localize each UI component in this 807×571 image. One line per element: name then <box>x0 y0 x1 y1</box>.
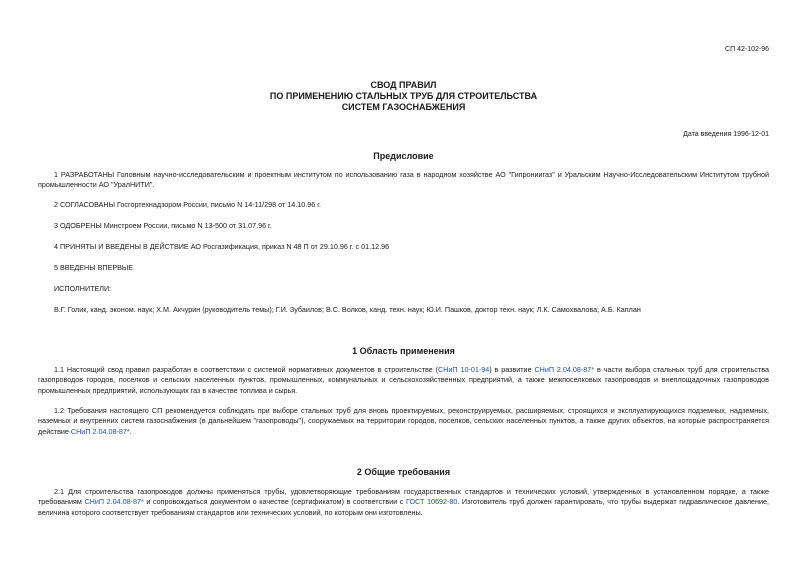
text-fragment: . <box>129 426 132 436</box>
preface-paragraph-2: 2 СОГЛАСОВАНЫ Госгортехнадзором России, письмо N 14-11/298 от 14.10.96 г. <box>54 200 321 209</box>
snip-2-04-08-87-link[interactable]: СНиП 2.04.08-87* <box>534 365 595 374</box>
section-2-paragraph-1 <box>38 487 769 518</box>
section-1-paragraph-2 <box>38 406 769 437</box>
text-fragment: в части выбора стальных труб для строительства газопроводов городов, поселков и сельских населенных пунктов, промышленных, коммунальных и сельскохозяйственных предприятий, а также межпоселковых газопроводов и внеплощадочных газопроводов промышленных предприятий, использующих газ в качестве топлива и сырья. <box>38 365 769 395</box>
text-fragment: ) в развитие <box>489 365 535 374</box>
text-fragment: 2.1 Для строительства газопроводов должны применяться трубы, удовлетворяющие требованиям государственных стандартов и технических условий, утвержденных в установленном порядке, а также требованиям <box>38 487 769 507</box>
text-fragment: 1.1 Настоящий свод правил разработан в соответствии с системой нормативных документов в строительстве ( <box>54 365 439 374</box>
preface-paragraph-1: 1 РАЗРАБОТАНЫ Головным научно-исследовательским и проектным институтом по использованию газа в народном хозяйстве АО "Гипрониигаз" и Уральским Научно-Исследовательским Институтом трубной промышленности АО "УралНИТИ". <box>38 170 769 190</box>
title-line-1: СВОД ПРАВИЛ <box>370 80 437 90</box>
document-code: СП 42-102-96 <box>725 46 769 53</box>
gost-10692-80-link[interactable]: ГОСТ 10692-80 <box>405 497 458 507</box>
document-title <box>0 80 807 112</box>
snip-10-01-94-link[interactable]: СНиП 10-01-94 <box>438 365 490 374</box>
title-line-2: ПО ПРИМЕНЕНИЮ СТАЛЬНЫХ ТРУБ ДЛЯ СТРОИТЕЛЬСТВА <box>269 90 538 101</box>
section-1-heading: 1 Область применения <box>352 346 455 356</box>
text-fragment: 1.2 Требования настоящего СП рекомендуется соблюдать при выборе стальных труб для вновь проектируемых, реконструируемых, расширяемых, строящихся и эксплуатирующихся подземных, надземных, наземных и внутренних систем газоснабжения (в дальнейшем "газопроводы"), сооружаемых на территории городов, поселков, сельских населенных пунктов, а также других объектов, на которые распространяется действие <box>38 406 769 436</box>
preface-paragraph-3: 3 ОДОБРЕНЫ Минстроем России, письмо N 13-500 от 31.07.96 г. <box>54 221 272 230</box>
text-fragment: . Изготовитель труб должен гарантировать, что трубы выдержат гидравлическое давление, величина которого соответствует требованиям стандартов или технических условий, по которым они изготовлены. <box>38 497 770 517</box>
preface-paragraph-5: 5 ВВЕДЕНЫ ВПЕРВЫЕ <box>54 263 134 272</box>
snip-2-04-08-87-link[interactable]: СНиП 2.04.08-87* <box>84 497 144 507</box>
snip-2-04-08-87-link[interactable]: СНиП 2.04.08-87* <box>70 426 130 436</box>
title-line-3: СИСТЕМ ГАЗОСНАБЖЕНИЯ <box>341 101 466 112</box>
section-1-paragraph-1 <box>38 365 769 396</box>
preface-paragraph-4: 4 ПРИНЯТЫ И ВВЕДЕНЫ В ДЕЙСТВИЕ АО Росгазификация, приказ N 48 П от 29.10.96 г. с 01.12.96 <box>54 242 390 251</box>
section-2-heading: 2 Общие требования <box>356 467 451 477</box>
executors-label: ИСПОЛНИТЕЛИ: <box>54 284 112 293</box>
date-of-introduction: Дата введения 1996-12-01 <box>683 131 769 138</box>
text-fragment: и сопровождаться документом о качестве (сертификатом) в соответствии с <box>143 497 406 507</box>
executors-list: В.Г. Голик, канд. эконом. наук; Х.М. Акчурин (руководитель темы); Г.И. Зубаилов; В.С. Волков, канд. техн. наук; Ю.И. Пашков, доктор техн. наук; Л.К. Самохвалова; А.Б. Каплан <box>54 305 641 314</box>
preface-heading: Предисловие <box>373 151 434 161</box>
